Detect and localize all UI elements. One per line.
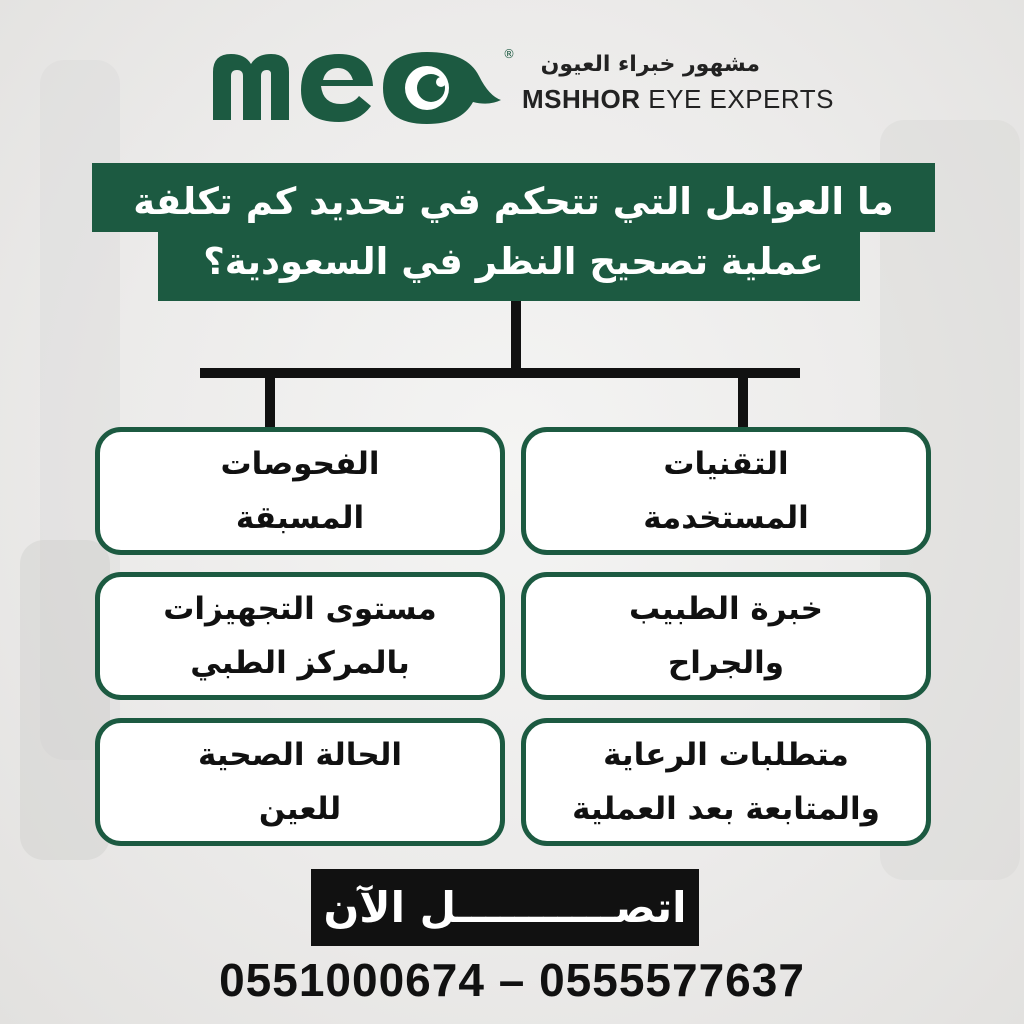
connector-horizontal [200, 368, 800, 378]
connector-right-drop [738, 373, 748, 429]
connector-vertical-main [511, 301, 521, 373]
brand-name-bold: MSHHOR [522, 84, 641, 114]
factor-node-pre-exams: الفحوصات المسبقة [95, 427, 505, 555]
svg-text:®: ® [503, 47, 515, 61]
brand-logo [205, 40, 515, 130]
brand-name-english [522, 84, 862, 115]
factor-node-equipment-level: مستوى التجهيزات بالمركز الطبي [95, 572, 505, 700]
phone-numbers[interactable]: 0551000674 – 0555577637 [219, 954, 805, 1006]
factor-node-aftercare: متطلبات الرعاية والمتابعة بعد العملية [521, 718, 931, 846]
factor-node-eye-health: الحالة الصحية للعين [95, 718, 505, 846]
connector-left-drop [265, 373, 275, 429]
factor-node-techniques: التقنيات المستخدمة [521, 427, 931, 555]
brand-name-rest: EYE EXPERTS [640, 84, 834, 114]
call-now-button[interactable]: اتصـــــــــــل الآن [311, 869, 699, 946]
brand-name-arabic: مشهور خبراء العيون [540, 52, 760, 77]
diagram-title: ما العوامل التي تتحكم في تحديد كم تكلفة عملية تصحيح النظر في السعودية؟ [133, 180, 894, 283]
factor-node-doctor-experience: خبرة الطبيب والجراح [521, 572, 931, 700]
